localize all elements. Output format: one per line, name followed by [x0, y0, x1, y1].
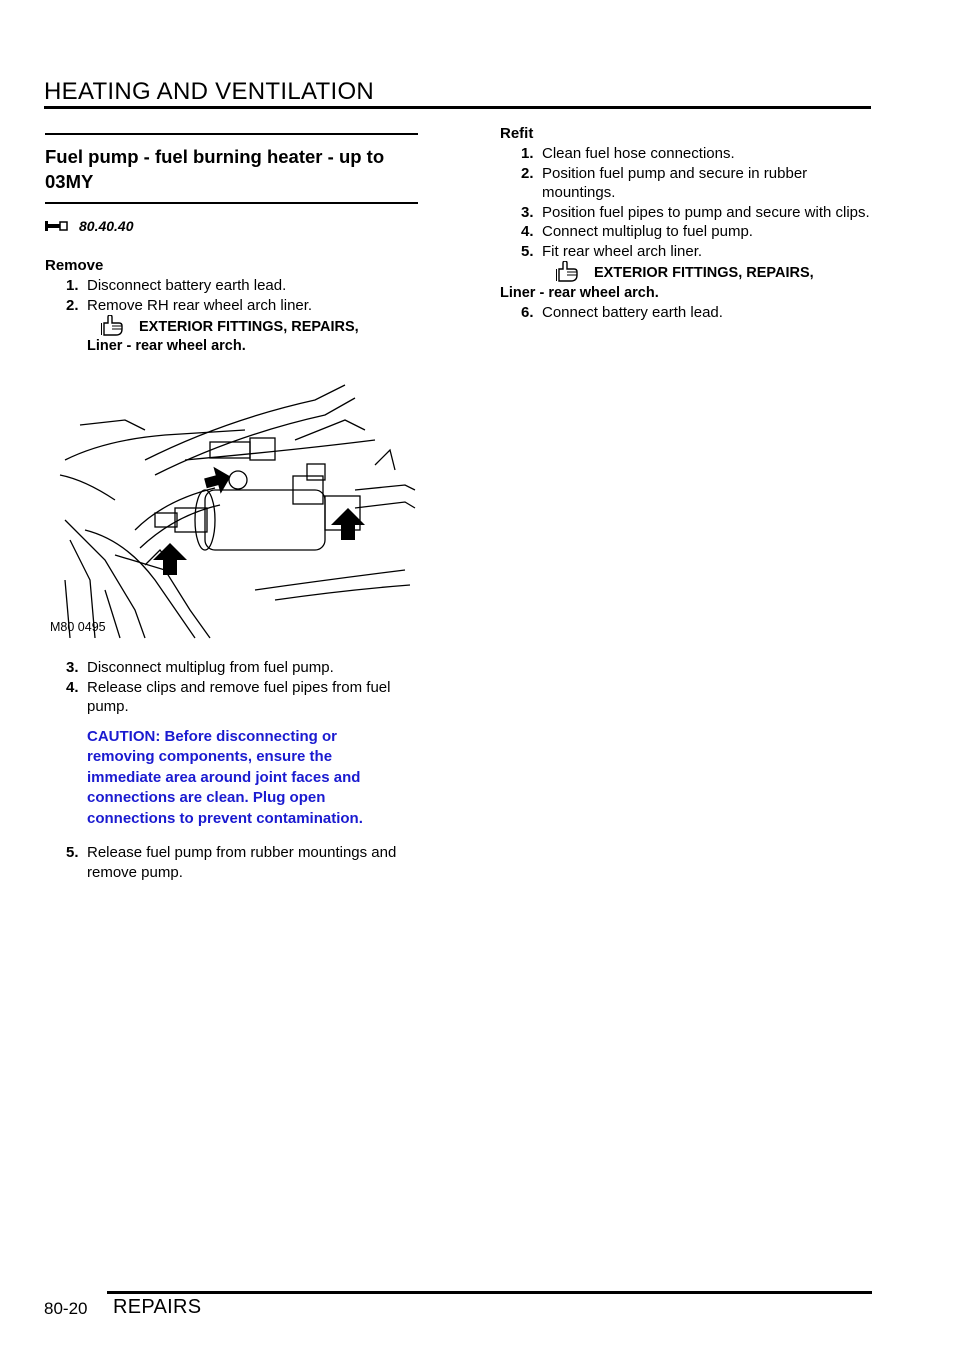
remove-heading: Remove [45, 257, 104, 274]
step-text: Fit rear wheel arch liner. [542, 242, 703, 260]
step-number: 1. [66, 277, 79, 294]
repair-time-code [45, 218, 420, 234]
service-tool-icon [45, 221, 69, 231]
procedure-title: Fuel pump - fuel burning heater - up to 03MY [45, 146, 385, 192]
step-text: Position fuel pipes to pump and secure with clips. [542, 203, 870, 221]
cross-reference[interactable] [542, 261, 870, 283]
cross-reference[interactable] [87, 315, 420, 356]
pointing-hand-icon [101, 315, 125, 337]
title-rule-top [45, 133, 418, 135]
remove-step-1 [45, 276, 420, 296]
remove-step-2 [45, 296, 420, 316]
refit-step-1 [500, 144, 870, 164]
step-text: Connect multiplug to fuel pump. [542, 223, 753, 240]
page-number: 80-20 [44, 1299, 88, 1318]
running-header: HEATING AND VENTILATION [44, 78, 375, 105]
caution-note: CAUTION: Before disconnecting or removing components, ensure the immediate area around joint faces and connections are clean. Plug open connections to prevent contamination. [87, 727, 363, 827]
step-number: 4. [521, 223, 534, 240]
step-text: Release fuel pump from rubber mountings and remove pump. [87, 844, 397, 881]
timecode-text: 80.40.40 [79, 218, 134, 234]
remove-step-3 [45, 658, 420, 678]
step-number: 3. [521, 203, 534, 221]
xref-line-2: Liner - rear wheel arch. [500, 285, 659, 301]
fuel-pump-drawing [45, 380, 420, 640]
step-number: 5. [66, 844, 79, 861]
step-number: 6. [521, 304, 534, 321]
remove-step-4 [45, 678, 420, 717]
refit-step-5 [500, 242, 870, 262]
left-column [45, 133, 420, 882]
step-number: 2. [66, 296, 79, 314]
refit-step-2 [500, 164, 870, 203]
step-number: 5. [521, 242, 534, 260]
right-column [500, 124, 870, 323]
step-text: Disconnect multiplug from fuel pump. [87, 659, 334, 676]
step-number: 4. [66, 678, 79, 696]
fuel-pump-illustration [45, 380, 420, 640]
xref-line-2: Liner - rear wheel arch. [87, 338, 246, 354]
refit-heading: Refit [500, 125, 534, 142]
footer-section: REPAIRS [113, 1296, 202, 1318]
step-text: Release clips and remove fuel pipes from fuel pump. [87, 678, 391, 715]
footer-rule [107, 1291, 872, 1294]
step-text: Connect battery earth lead. [542, 304, 723, 321]
refit-step-3 [500, 203, 870, 223]
xref-line-1: EXTERIOR FITTINGS, REPAIRS, [139, 319, 359, 335]
step-number: 1. [521, 145, 534, 162]
step-number: 2. [521, 164, 534, 182]
header-rule [44, 106, 871, 109]
figure-label: M80 0495 [50, 620, 106, 634]
title-rule-bottom [45, 202, 418, 204]
xref-line-1: EXTERIOR FITTINGS, REPAIRS, [594, 265, 814, 281]
pointing-hand-icon [556, 261, 580, 283]
step-text: Clean fuel hose connections. [542, 145, 735, 162]
remove-step-5 [45, 843, 420, 882]
refit-step-6 [500, 303, 870, 323]
step-number: 3. [66, 659, 79, 676]
step-text: Disconnect battery earth lead. [87, 277, 287, 294]
step-text: Remove RH rear wheel arch liner. [87, 296, 313, 314]
step-text: Position fuel pump and secure in rubber mountings. [542, 164, 808, 201]
refit-step-4 [500, 222, 870, 242]
